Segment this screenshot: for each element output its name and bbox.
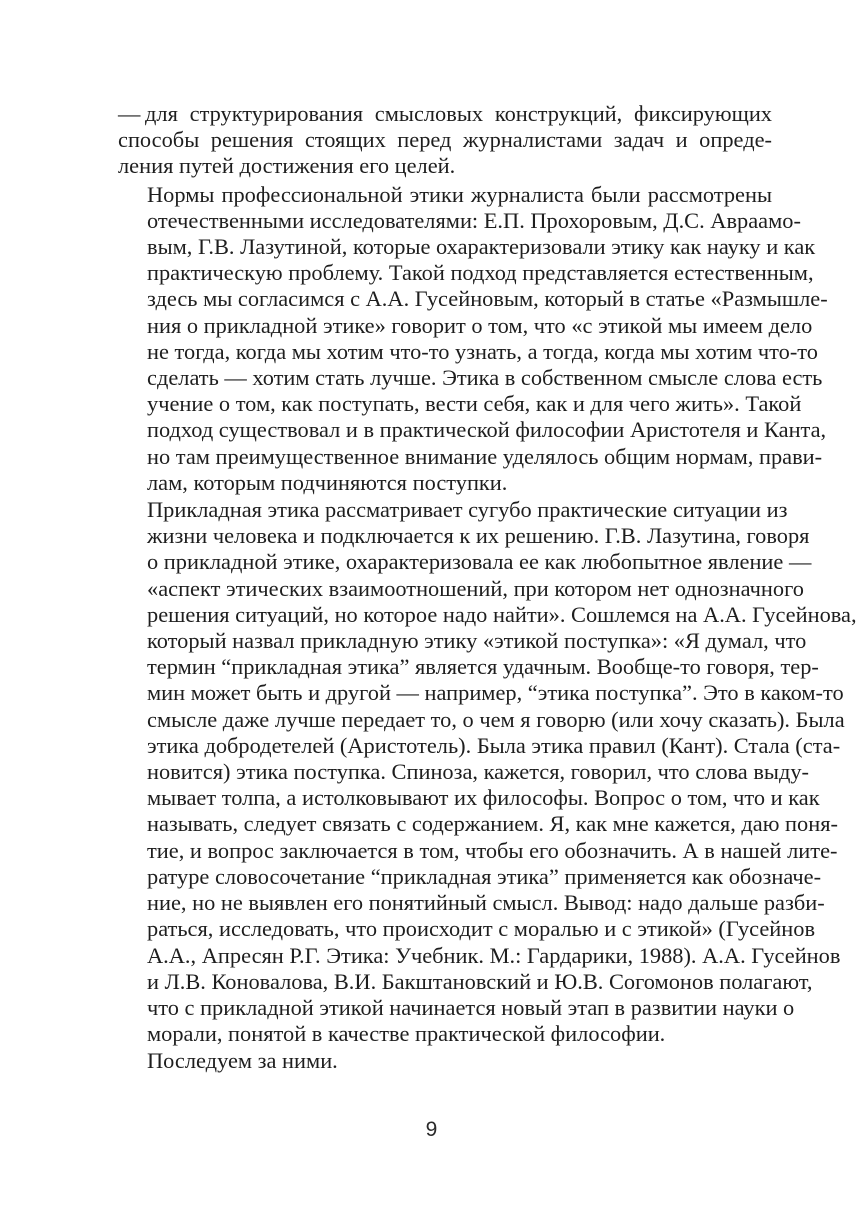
text-line: — для структурирования смысловых конструкций, фиксирующих [118,101,772,126]
text-line: который назвал прикладную этику «этикой поступка»: «Я думал, что [147,628,807,654]
text-line: мывает толпа, а истолковывают их философы. Вопрос о том, что и как [147,785,820,811]
paragraph-2 [118,497,857,1047]
text-line: термин “прикладная этика” является удачным. Вообще-то говоря, тер- [147,654,819,680]
text-line: называть, следует связать с содержанием. Я, как мне кажется, даю поня- [147,811,838,837]
text-line: здесь мы согласимся с А.А. Гусейновым, который в статье «Размышле- [147,286,828,312]
text-line: учение о том, как поступать, вести себя, как и для чего жить». Такой [147,391,802,417]
text-line: о прикладной этике, охарактеризовала ее как любопытное явление — [147,549,812,575]
text-line: но там преимущественное внимание уделялось общим нормам, прави- [147,443,823,469]
text-line: ние, но не выявлен его понятийный смысл. Вывод: надо дальше разби- [147,890,825,916]
text-line: тие, и вопрос заключается в том, чтобы его обозначить. А в нашей лите- [147,837,838,863]
text-line: практическую проблему. Такой подход представляется естественным, [147,260,814,286]
text-line: вым, Г.В. Лазутиной, которые охарактеризовали этику как науку и как [147,234,816,260]
text-line: раться, исследовать, что происходит с моралью и с этикой» (Гусейнов [147,916,816,942]
text-line: жизни человека и подключается к их решению. Г.В. Лазутина, говоря [147,523,810,549]
paragraph-3 [118,1048,772,1074]
body-text [118,101,857,1075]
paragraph-1 [118,181,828,496]
text-line: подход существовал и в практической философии Аристотеля и Канта, [147,417,827,443]
text-line: не тогда, когда мы хотим что-то узнать, а тогда, когда мы хотим что-то [147,338,818,364]
text-line: отечественными исследователями: Е.П. Прохоровым, Д.С. Авраамо- [147,207,801,233]
text-line: морали, понятой в качестве практической философии. [147,1021,666,1047]
text-line: мин может быть и другой — например, “этика поступка”. Это в каком-то [147,680,844,706]
text-line: лам, которым подчиняются поступки. [147,469,508,495]
text-line: «аспект этических взаимоотношений, при котором нет однозначного [147,575,804,601]
text-line: А.А., Апресян Р.Г. Этика: Учебник. М.: Гардарики, 1988). А.А. Гусейнов [147,942,841,968]
text-line: сделать — хотим стать лучше. Этика в собственном смысле слова есть [147,365,823,391]
bullet-dash: — [118,101,141,126]
bullet-item [118,101,772,180]
text-line: и Л.В. Коновалова, В.И. Бакштановский и Ю.В. Согомонов полагают, [147,968,813,994]
text-line: ратуре словосочетание “прикладная этика” применяется как обозначе- [147,863,822,889]
text-line: что с прикладной этикой начинается новый этап в развитии науки о [147,994,795,1020]
text-line: смысле даже лучше передает то, о чем я говорю (или хочу сказать). Была [147,706,845,732]
text-line: Нормы профессиональной этики журналиста были рассмотрены [147,181,772,207]
page-number: 9 [425,1118,438,1141]
text-line: решения ситуаций, но которое надо найти». Сошлемся на А.А. Гусейнова, [147,601,857,627]
text-line: ления путей достижения его целей. [118,153,456,179]
text-line: этика добродетелей (Аристотель). Была этика правил (Кант). Стала (ста- [147,732,841,758]
text-line: ния о прикладной этике» говорит о том, что «с этикой мы имеем дело [147,312,813,338]
text-line: Прикладная этика рассматривает сугубо практические ситуации из [147,497,788,523]
text-line: новится) этика поступка. Спиноза, кажется, говорил, что слова выду- [147,759,809,785]
text-line: способы решения стоящих перед журналистами задач и опреде- [118,127,772,153]
text-line: Последуем за ними. [147,1048,338,1074]
